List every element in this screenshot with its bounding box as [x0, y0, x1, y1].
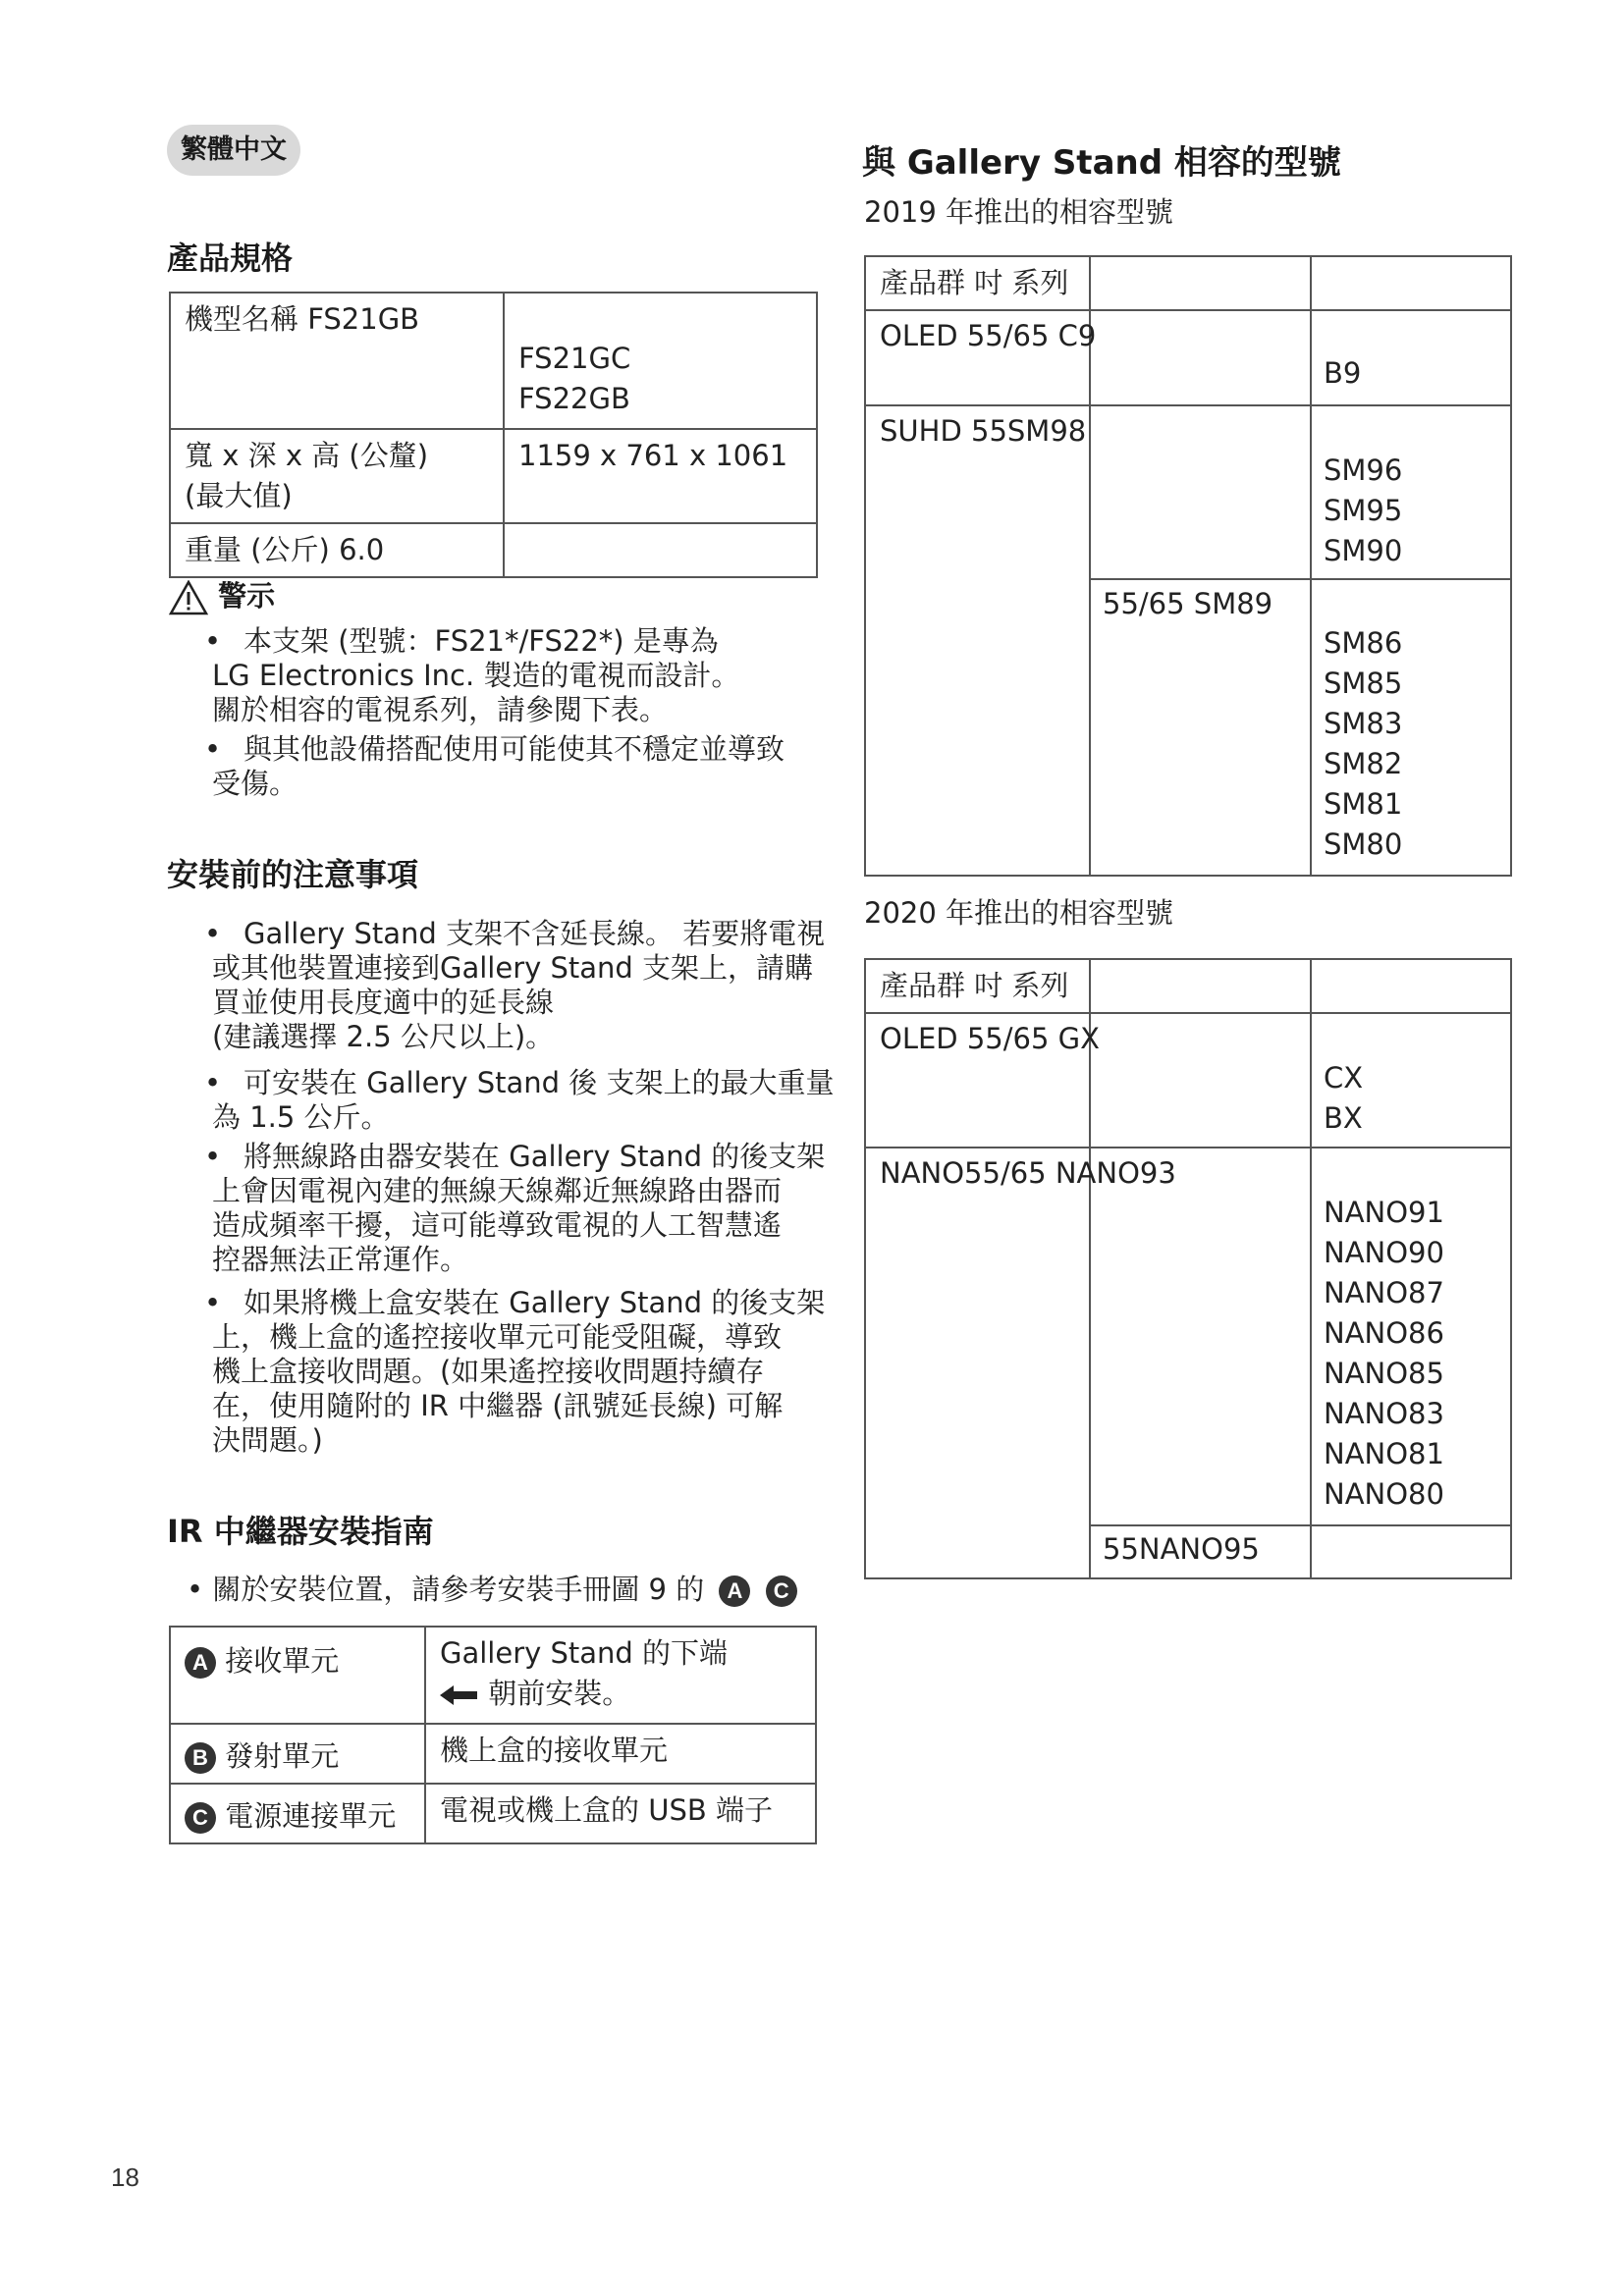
precaution-line: Gallery Stand 支架不含延長線。 若要將電視	[244, 917, 826, 950]
header-2019: 產品群 吋 系列	[880, 266, 1069, 299]
model-item: NANO80	[1324, 1477, 1444, 1511]
sm89-models	[1324, 623, 1402, 865]
ir-transmitter-label: 發射單元	[225, 1739, 340, 1773]
precaution-line: 或其他裝置連接到Gallery Stand 支架上，請購	[212, 951, 814, 985]
oled-gx-label: OLED 55/65 GX	[880, 1022, 1100, 1055]
warning-line: 受傷。	[212, 767, 298, 800]
precaution-line: 將無線路由器安裝在 Gallery Stand 的後支架	[244, 1140, 826, 1173]
model-item: SM86	[1324, 626, 1403, 660]
spec-dimension-label: 寬 x 深 x 高 (公釐)	[185, 439, 429, 472]
suhd-models	[1324, 451, 1402, 571]
precaution-line: 造成頻率干擾，這可能導致電視的人工智慧遙	[212, 1208, 783, 1242]
compat-title: 與 Gallery Stand 相容的型號	[862, 143, 1341, 183]
badge-a-icon: A	[185, 1647, 216, 1679]
spec-dimension-note: (最大值)	[185, 479, 293, 512]
spec-model-alt-2: FS22GB	[518, 382, 630, 415]
spec-title: 產品規格	[167, 240, 294, 277]
model-item: NANO90	[1324, 1236, 1444, 1269]
model-item: NANO86	[1324, 1316, 1444, 1350]
precaution-line: 上，機上盒的遙控接收單元可能受阻礙，導致	[212, 1320, 783, 1354]
model-item: SM85	[1324, 667, 1403, 700]
precaution-line: 如果將機上盒安裝在 Gallery Stand 的後支架	[244, 1286, 826, 1319]
model-item: SM83	[1324, 707, 1403, 740]
model-item: NANO81	[1324, 1437, 1444, 1470]
warning-line: 與其他設備搭配使用可能使其不穩定並導致	[244, 732, 785, 766]
header-2020: 產品群 吋 系列	[880, 969, 1069, 1002]
table-2020	[864, 958, 1512, 1579]
model-item: BX	[1324, 1101, 1363, 1135]
badge-c-icon: C	[766, 1575, 797, 1607]
spec-dimension-value: 1159 x 761 x 1061	[504, 429, 817, 523]
precaution-item: • 將無線路由器安裝在 Gallery Stand 的後支架 上會因電視內建的無線天線鄰近無線路由器而 造成頻率干擾，這可能導致電視的人工智慧遙 控器無法正常運作。	[204, 1140, 842, 1277]
model-item: SM80	[1324, 828, 1403, 861]
precaution-line: (建議選擇 2.5 公尺以上)。	[212, 1020, 555, 1053]
precaution-item: • Gallery Stand 支架不含延長線。 若要將電視 或其他裝置連接到Gallery Stand 支架上，請購 買並使用長度適中的延長線 (建議選擇 2.5 公尺以上)。	[204, 917, 842, 1054]
table-2019	[864, 255, 1512, 877]
model-item: NANO87	[1324, 1276, 1444, 1309]
ir-transmitter-desc: 機上盒的接收單元	[425, 1724, 816, 1784]
nano-models	[1324, 1193, 1444, 1515]
spec-empty-cell	[504, 523, 817, 577]
badge-b-icon: B	[185, 1742, 216, 1774]
model-item: SM95	[1324, 494, 1403, 527]
spec-model-alt-1: FS21GC	[518, 342, 631, 375]
sm89-label: 55/65 SM89	[1103, 587, 1273, 620]
suhd-sm98-label: SUHD 55SM98	[880, 414, 1087, 448]
ir-power-desc: 電視或機上盒的 USB 端子	[425, 1784, 816, 1843]
warning-line: LG Electronics Inc. 製造的電視而設計。	[212, 659, 740, 692]
model-item: NANO83	[1324, 1397, 1444, 1430]
spec-table	[169, 292, 818, 578]
ir-receiver-desc-2: 朝前安裝。	[488, 1677, 631, 1710]
subtitle-2019: 2019 年推出的相容型號	[864, 195, 1174, 229]
spec-model-name: 機型名稱 FS21GB	[170, 293, 504, 429]
precaution-title: 安裝前的注意事項	[167, 856, 419, 893]
nano95-label: 55NANO95	[1103, 1532, 1260, 1566]
ir-power-label: 電源連接單元	[225, 1799, 397, 1833]
ir-title: IR 中繼器安裝指南	[167, 1513, 434, 1550]
warning-icon	[169, 580, 208, 615]
oled-c9-label: OLED 55/65 C9	[880, 319, 1097, 352]
arrow-left-icon	[440, 1684, 479, 1706]
precaution-line: 機上盒接收問題。(如果遙控接收問題持續存	[212, 1355, 765, 1388]
precaution-line: 控器無法正常運作。	[212, 1243, 469, 1276]
model-item: NANO85	[1324, 1357, 1444, 1390]
oled-gx-models	[1324, 1058, 1363, 1139]
precaution-line: 可安裝在 Gallery Stand 後 支架上的最大重量	[244, 1066, 835, 1099]
badge-c-icon: C	[185, 1802, 216, 1834]
language-badge: 繁體中文	[167, 125, 300, 176]
warning-line: 本支架 (型號：FS21*/FS22*) 是專為	[244, 624, 719, 658]
model-item: SM96	[1324, 454, 1403, 487]
nano93-label: NANO55/65 NANO93	[880, 1156, 1176, 1190]
page-number: 18	[111, 2163, 139, 2192]
precaution-line: 決問題。)	[212, 1423, 323, 1457]
warning-item: • 本支架 (型號：FS21*/FS22*) 是專為 LG Electronics Inc. 製造的電視而設計。 關於相容的電視系列，請參閱下表。	[204, 624, 833, 727]
ir-table	[169, 1626, 817, 1844]
model-item: SM90	[1324, 534, 1403, 567]
ir-receiver-label: 接收單元	[225, 1644, 340, 1678]
precaution-item: • 如果將機上盒安裝在 Gallery Stand 的後支架 上，機上盒的遙控接收單元可能受阻礙，導致 機上盒接收問題。(如果遙控接收問題持續存 在，使用隨附的 IR 中繼器 (訊號延長線) 可解 決問題。)	[204, 1286, 842, 1458]
warning-heading	[169, 574, 275, 615]
ir-note-text: • 關於安裝位置，請參考安裝手冊圖 9 的	[187, 1573, 705, 1606]
precaution-line: 在，使用隨附的 IR 中繼器 (訊號延長線) 可解	[212, 1389, 784, 1422]
model-item: SM82	[1324, 747, 1403, 780]
warning-title: 警示	[218, 579, 276, 613]
badge-a-icon: A	[719, 1575, 750, 1607]
precaution-item: • 可安裝在 Gallery Stand 後 支架上的最大重量 為 1.5 公斤。	[204, 1066, 842, 1135]
warning-line: 關於相容的電視系列，請參閱下表。	[212, 693, 669, 726]
ir-receiver-desc: Gallery Stand 的下端	[440, 1636, 729, 1670]
precaution-line: 為 1.5 公斤。	[212, 1100, 390, 1134]
precaution-line: 上會因電視內建的無線天線鄰近無線路由器而	[212, 1174, 783, 1207]
model-item: CX	[1324, 1061, 1364, 1095]
ir-note	[187, 1568, 797, 1608]
subtitle-2020: 2020 年推出的相容型號	[864, 896, 1174, 930]
warning-item: • 與其他設備搭配使用可能使其不穩定並導致 受傷。	[204, 732, 833, 801]
model-item: SM81	[1324, 787, 1403, 821]
model-b9: B9	[1324, 356, 1362, 390]
model-item: NANO91	[1324, 1196, 1444, 1229]
precaution-line: 買並使用長度適中的延長線	[212, 986, 555, 1019]
spec-weight: 重量 (公斤) 6.0	[170, 523, 504, 577]
